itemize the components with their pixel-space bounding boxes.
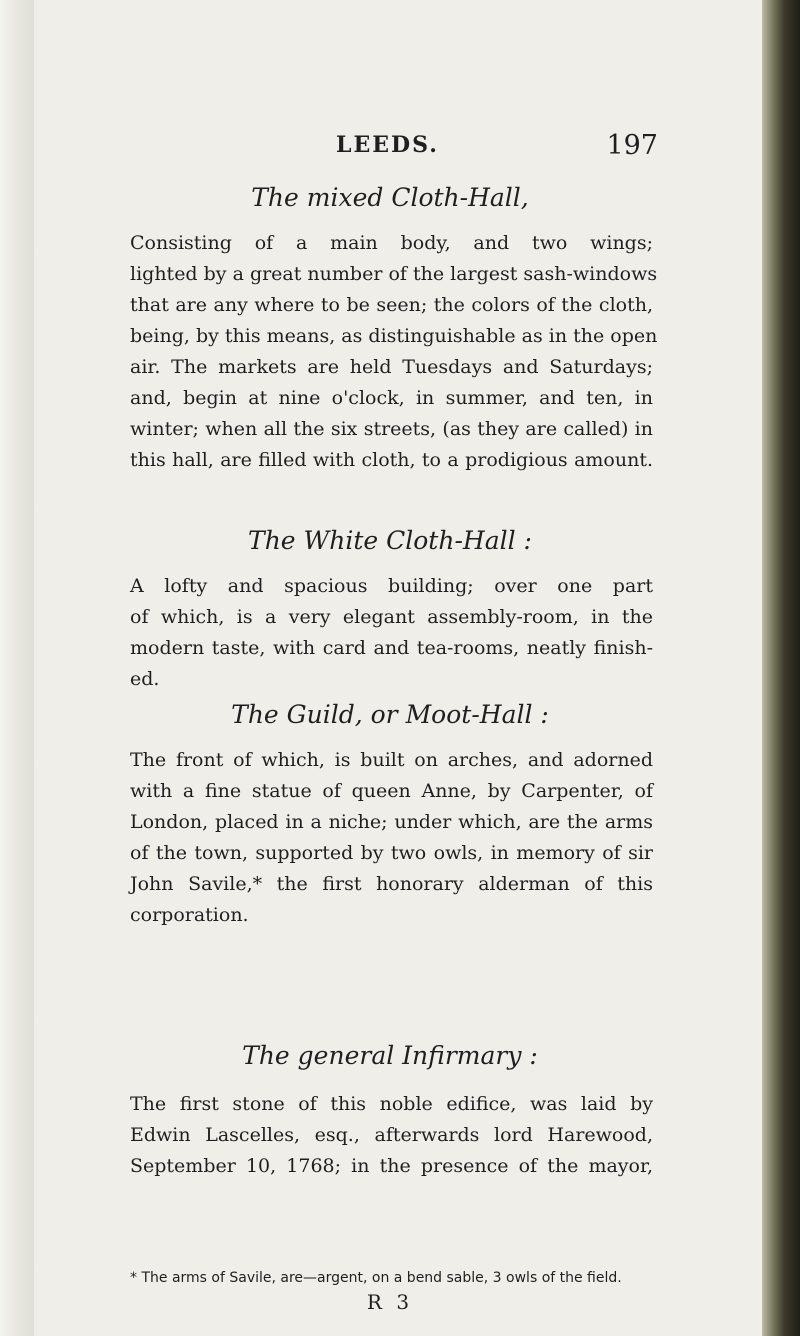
text-line: September 10, 1768; in the presence of the mayor, <box>130 1155 653 1177</box>
running-head <box>110 132 670 166</box>
text-line: ed. <box>130 668 160 690</box>
section-heading-moot-hall: The Guild, or Moot-Hall : <box>231 700 549 729</box>
text-line: and, begin at nine o'clock, in summer, and ten, in <box>130 387 653 409</box>
text-line: with a fine statue of queen Anne, by Carpenter, of <box>130 780 653 802</box>
book-page <box>110 0 670 1336</box>
text-line: Edwin Lascelles, esq., afterwards lord Harewood, <box>130 1124 653 1146</box>
text-line: of which, is a very elegant assembly-room, in the <box>130 606 653 628</box>
text-line: Consisting of a main body, and two wings; <box>130 232 653 254</box>
text-line: John Savile,* the first honorary alderman of this <box>130 873 653 895</box>
text-line: The front of which, is built on arches, and adorned <box>130 749 653 771</box>
text-line: that are any where to be seen; the colors of the cloth, <box>130 294 653 316</box>
text-line: winter; when all the six streets, (as they are called) in <box>130 418 653 440</box>
text-line: air. The markets are held Tuesdays and Saturdays; <box>130 356 653 378</box>
text-line: A lofty and spacious building; over one part <box>130 575 653 597</box>
text-line: The first stone of this noble edifice, was laid by <box>130 1093 653 1115</box>
section-heading-infirmary: The general Infirmary : <box>242 1041 538 1070</box>
section-heading-white-cloth-hall: The White Cloth-Hall : <box>248 526 532 555</box>
page-left-margin <box>0 0 34 1336</box>
signature-mark: R 3 <box>366 1290 414 1314</box>
text-line: corporation. <box>130 904 249 926</box>
running-head-title: LEEDS. <box>336 132 439 158</box>
text-line: lighted by a great number of the largest sash-windows <box>130 263 658 285</box>
footnote: * The arms of Savile, are—argent, on a bend sable, 3 owls of the field. <box>130 1270 622 1286</box>
text-line: of the town, supported by two owls, in memory of sir <box>130 842 653 864</box>
section-body-mixed-cloth-hall <box>130 228 658 476</box>
section-body-moot-hall <box>130 745 653 931</box>
text-line: this hall, are filled with cloth, to a prodigious amount. <box>130 449 653 471</box>
section-heading-mixed-cloth-hall: The mixed Cloth-Hall, <box>251 183 529 212</box>
book-binding-edge <box>762 0 800 1336</box>
text-line: modern taste, with card and tea-rooms, neatly finish- <box>130 637 653 659</box>
section-body-white-cloth-hall <box>130 571 653 695</box>
text-line: London, placed in a niche; under which, are the arms <box>130 811 653 833</box>
section-body-infirmary <box>130 1089 653 1182</box>
text-line: being, by this means, as distinguishable as in the open <box>130 325 658 347</box>
page-number: 197 <box>606 130 658 161</box>
